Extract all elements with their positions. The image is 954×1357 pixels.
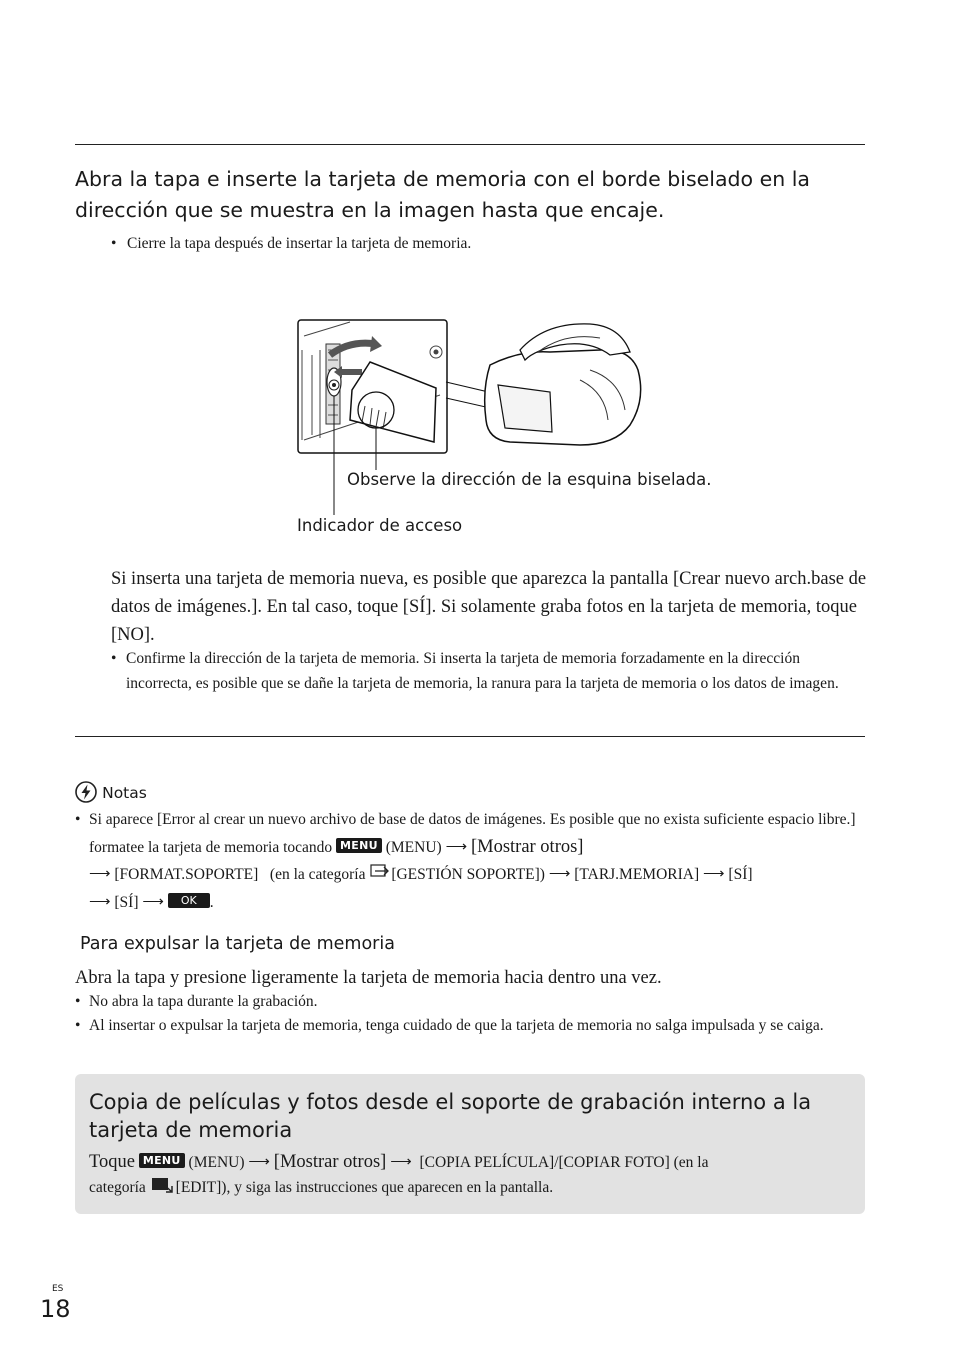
insert-paragraph: Si inserta una tarjeta de memoria nueva, es posible que aparezca la pantalla [Crear nuevo arch.base de datos de imágenes.]. En tal caso, toque [SÍ]. Si solamente graba fotos en la tarjeta de memoria, toque [NO]. <box>111 569 867 645</box>
notes-icon <box>75 781 97 803</box>
eject-heading: Para expulsar la tarjeta de memoria <box>80 934 395 954</box>
si-option: [SÍ] <box>114 893 139 911</box>
eject-body: Abra la tapa y presione ligeramente la tarjeta de memoria hacia dentro una vez. <box>75 968 662 988</box>
eject-bullet-2 <box>75 1014 835 1039</box>
toque-text: Toque <box>89 1152 135 1172</box>
bullet-dot: • <box>75 1017 81 1034</box>
tarj-memoria: [TARJ.MEMORIA] <box>574 866 700 883</box>
notes-header <box>75 781 147 805</box>
menu-text: (MENU) <box>385 838 442 856</box>
paragraph-bullet <box>111 647 851 696</box>
edit-category-icon <box>150 1175 176 1195</box>
arrow-icon: ⟶ <box>89 866 111 882</box>
mostrar-otros: [Mostrar otros] <box>470 836 584 857</box>
top-rule <box>75 144 865 145</box>
mostrar-otros: [Mostrar otros] <box>273 1152 387 1172</box>
arrow-icon: ⟶ <box>390 1154 412 1170</box>
eject-bullet-text: Al insertar o expulsar la tarjeta de memoria, tenga cuidado de que la tarjeta de memoria no salga impulsada y se caiga. <box>89 1017 824 1034</box>
step-heading: Abra la tapa e inserte la tarjeta de memoria con el borde biselado en la dirección que se muestra en la imagen hasta que encaje. <box>75 167 810 222</box>
bullet-dot: • <box>111 235 117 252</box>
callout-indicator: Indicador de acceso <box>297 516 463 535</box>
notes-bullet-text: Si aparece [Error al crear un nuevo archivo de base de datos de imágenes. Es posible que no exista suficiente espacio libre.] formatee la tarjeta de memoria tocando <box>89 811 856 856</box>
page-lang: ES <box>52 1284 64 1294</box>
menu-text: (MENU) <box>188 1154 245 1171</box>
eject-bullet-1 <box>75 990 865 1015</box>
arrow-icon: ⟶ <box>142 893 164 910</box>
bullet-dot: • <box>75 993 81 1010</box>
gestion-soporte: [GESTIÓN SOPORTE]) <box>391 866 545 883</box>
arrow-icon: ⟶ <box>89 893 111 910</box>
arrow-icon: ⟶ <box>548 866 571 882</box>
bullet-dot: • <box>75 811 81 828</box>
page-number: 18 <box>40 1295 71 1323</box>
media-category-icon <box>369 863 391 881</box>
format-soporte: [FORMAT.SOPORTE] <box>114 866 259 883</box>
menu-button[interactable]: MENU <box>336 838 382 853</box>
menu-button[interactable]: MENU <box>139 1153 185 1168</box>
arrow-icon: ⟶ <box>445 838 468 855</box>
arrow-icon: ⟶ <box>703 866 725 882</box>
notes-bullet: • Si aparece [Error al crear un nuevo archivo de base de datos de imágenes. Es posible que no exista suficiente espacio libre.] formatee la tarjeta de memoria tocando MENU (MENU) ⟶ [Mostrar otros] ⟶ [FORMAT.SOPORTE] (en la categoría [GESTIÓN SOPORTE]) ⟶ [TARJ.MEMORIA] ⟶ [SÍ] ⟶ [SÍ] ⟶ OK . <box>75 806 865 916</box>
memory-card-illustration <box>290 310 660 530</box>
copia-text: [COPIA PELÍCULA]/[COPIAR FOTO] (en la <box>419 1154 709 1171</box>
notes-label: Notas <box>102 784 147 802</box>
step-bullet-text: Cierre la tapa después de insertar la tarjeta de memoria. <box>127 235 472 252</box>
bullet-dot: • <box>111 650 117 667</box>
copy-section-body <box>89 1150 859 1200</box>
step-bullet <box>111 232 871 257</box>
mid-rule <box>75 736 865 737</box>
copy-section-heading: Copia de películas y fotos desde el soporte de grabación interno a la tarjeta de memoria <box>89 1090 812 1142</box>
callout-corner: Observe la dirección de la esquina biselada. <box>347 470 712 489</box>
arrow-icon: ⟶ <box>248 1154 270 1170</box>
categoria-text: categoría <box>89 1179 146 1196</box>
si-option: [SÍ] <box>728 866 753 883</box>
edit-rest: [EDIT]), y siga las instrucciones que aparecen en la pantalla. <box>175 1179 554 1196</box>
eject-bullet-text: No abra la tapa durante la grabación. <box>89 993 318 1010</box>
ok-button[interactable]: OK <box>168 893 210 908</box>
en-la-categoria: (en la categoría <box>269 866 366 883</box>
paragraph-bullet-text: Confirme la dirección de la tarjeta de memoria. Si inserta la tarjeta de memoria forzadamente en la dirección incorrecta, es posible que se dañe la tarjeta de memoria, la ranura para la tarjeta de memoria o los datos de imagen. <box>126 650 839 692</box>
